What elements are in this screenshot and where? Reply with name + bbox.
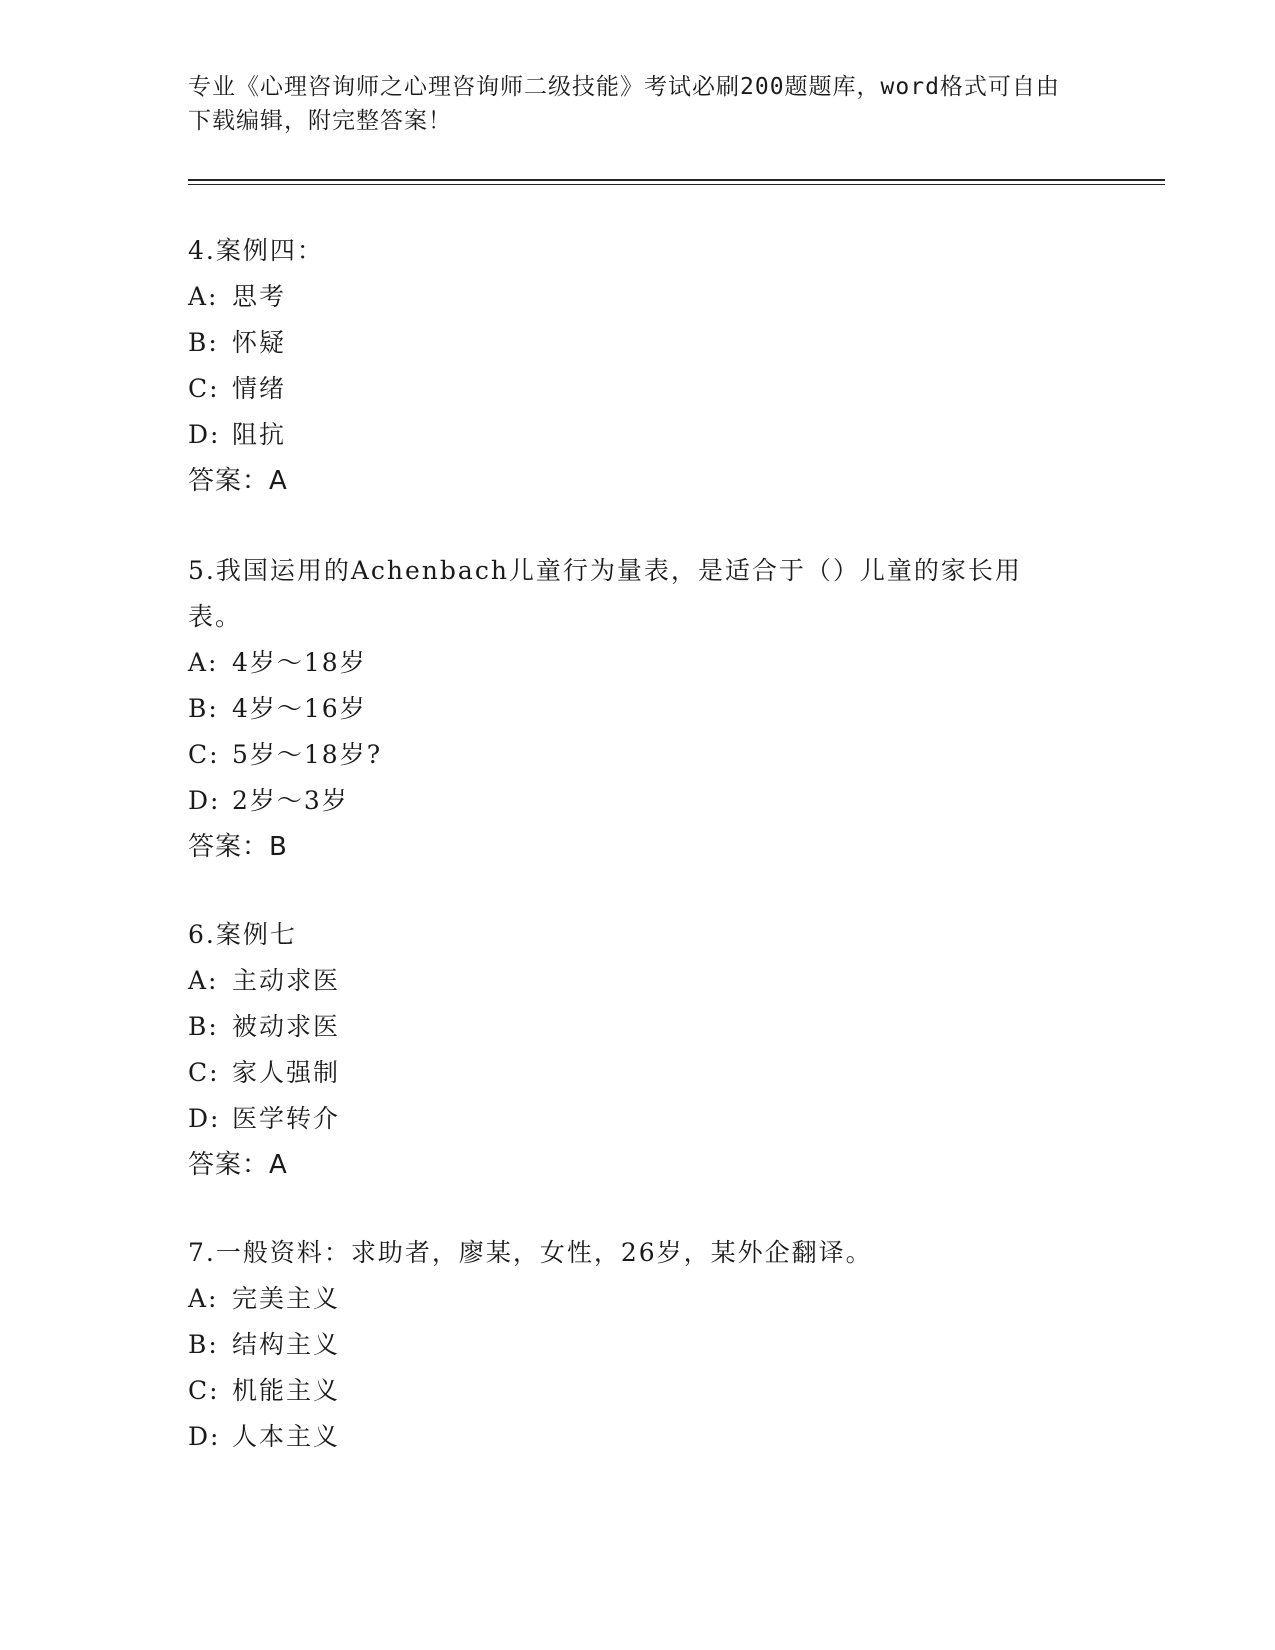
question-title: 4.案例四： xyxy=(188,236,324,265)
option-letter: D: xyxy=(188,1104,221,1133)
option-c xyxy=(188,1050,1088,1096)
option-letter: D: xyxy=(188,786,221,815)
option-a xyxy=(188,958,1088,1004)
option-letter: D: xyxy=(188,1422,221,1451)
header-divider-thick xyxy=(188,179,1165,181)
option-text: 机能主义 xyxy=(232,1376,341,1405)
question-4 xyxy=(188,228,1088,504)
option-b xyxy=(188,1322,1088,1368)
option-d xyxy=(188,1096,1088,1142)
option-text: 阻抗 xyxy=(232,420,287,449)
option-letter: B: xyxy=(188,1330,219,1359)
question-7 xyxy=(188,1230,1088,1460)
option-text: 结构主义 xyxy=(232,1330,341,1359)
option-letter: B: xyxy=(188,1012,219,1041)
option-text: 主动求医 xyxy=(232,966,341,995)
option-letter: A: xyxy=(188,1284,219,1313)
option-letter: A: xyxy=(188,282,219,311)
option-d xyxy=(188,778,1068,824)
answer-line: 答案：A xyxy=(188,1150,288,1180)
option-text: 思考 xyxy=(232,282,287,311)
option-letter: A: xyxy=(188,966,219,995)
document-header: 专业《心理咨询师之心理咨询师二级技能》考试必刷200题题库，word格式可自由下载编辑，附完整答案！ xyxy=(188,74,1060,134)
option-text: 人本主义 xyxy=(232,1422,341,1451)
answer-line: 答案：A xyxy=(188,466,288,496)
option-text: 5岁～18岁? xyxy=(232,740,383,769)
option-b xyxy=(188,1004,1088,1050)
option-a xyxy=(188,274,1088,320)
option-a xyxy=(188,640,1068,686)
option-text: 怀疑 xyxy=(232,328,287,357)
option-d xyxy=(188,412,1088,458)
option-text: 完美主义 xyxy=(232,1284,341,1313)
option-text: 被动求医 xyxy=(232,1012,341,1041)
option-letter: C: xyxy=(188,740,220,769)
option-b xyxy=(188,320,1088,366)
option-text: 2岁～3岁 xyxy=(232,786,349,815)
option-letter: C: xyxy=(188,374,220,403)
question-5 xyxy=(188,548,1068,870)
option-text: 医学转介 xyxy=(232,1104,341,1133)
option-a xyxy=(188,1276,1088,1322)
question-title: 5.我国运用的Achenbach儿童行为量表，是适合于（）儿童的家长用表。 xyxy=(188,556,1022,631)
option-c xyxy=(188,732,1068,778)
option-letter: C: xyxy=(188,1376,220,1405)
answer-line: 答案：B xyxy=(188,832,288,862)
option-letter: D: xyxy=(188,420,221,449)
question-title: 6.案例七 xyxy=(188,920,297,949)
option-letter: B: xyxy=(188,328,219,357)
option-text: 情绪 xyxy=(232,374,287,403)
header-divider-thin xyxy=(188,184,1165,185)
question-6 xyxy=(188,912,1088,1188)
option-d xyxy=(188,1414,1088,1460)
option-text: 4岁～16岁 xyxy=(232,694,367,723)
question-title: 7.一般资料：求助者，廖某，女性，26岁，某外企翻译。 xyxy=(188,1238,873,1267)
option-letter: C: xyxy=(188,1058,220,1087)
option-text: 4岁～18岁 xyxy=(232,648,367,677)
option-letter: B: xyxy=(188,694,219,723)
option-c xyxy=(188,366,1088,412)
option-text: 家人强制 xyxy=(232,1058,341,1087)
option-letter: A: xyxy=(188,648,219,677)
option-c xyxy=(188,1368,1088,1414)
option-b xyxy=(188,686,1068,732)
